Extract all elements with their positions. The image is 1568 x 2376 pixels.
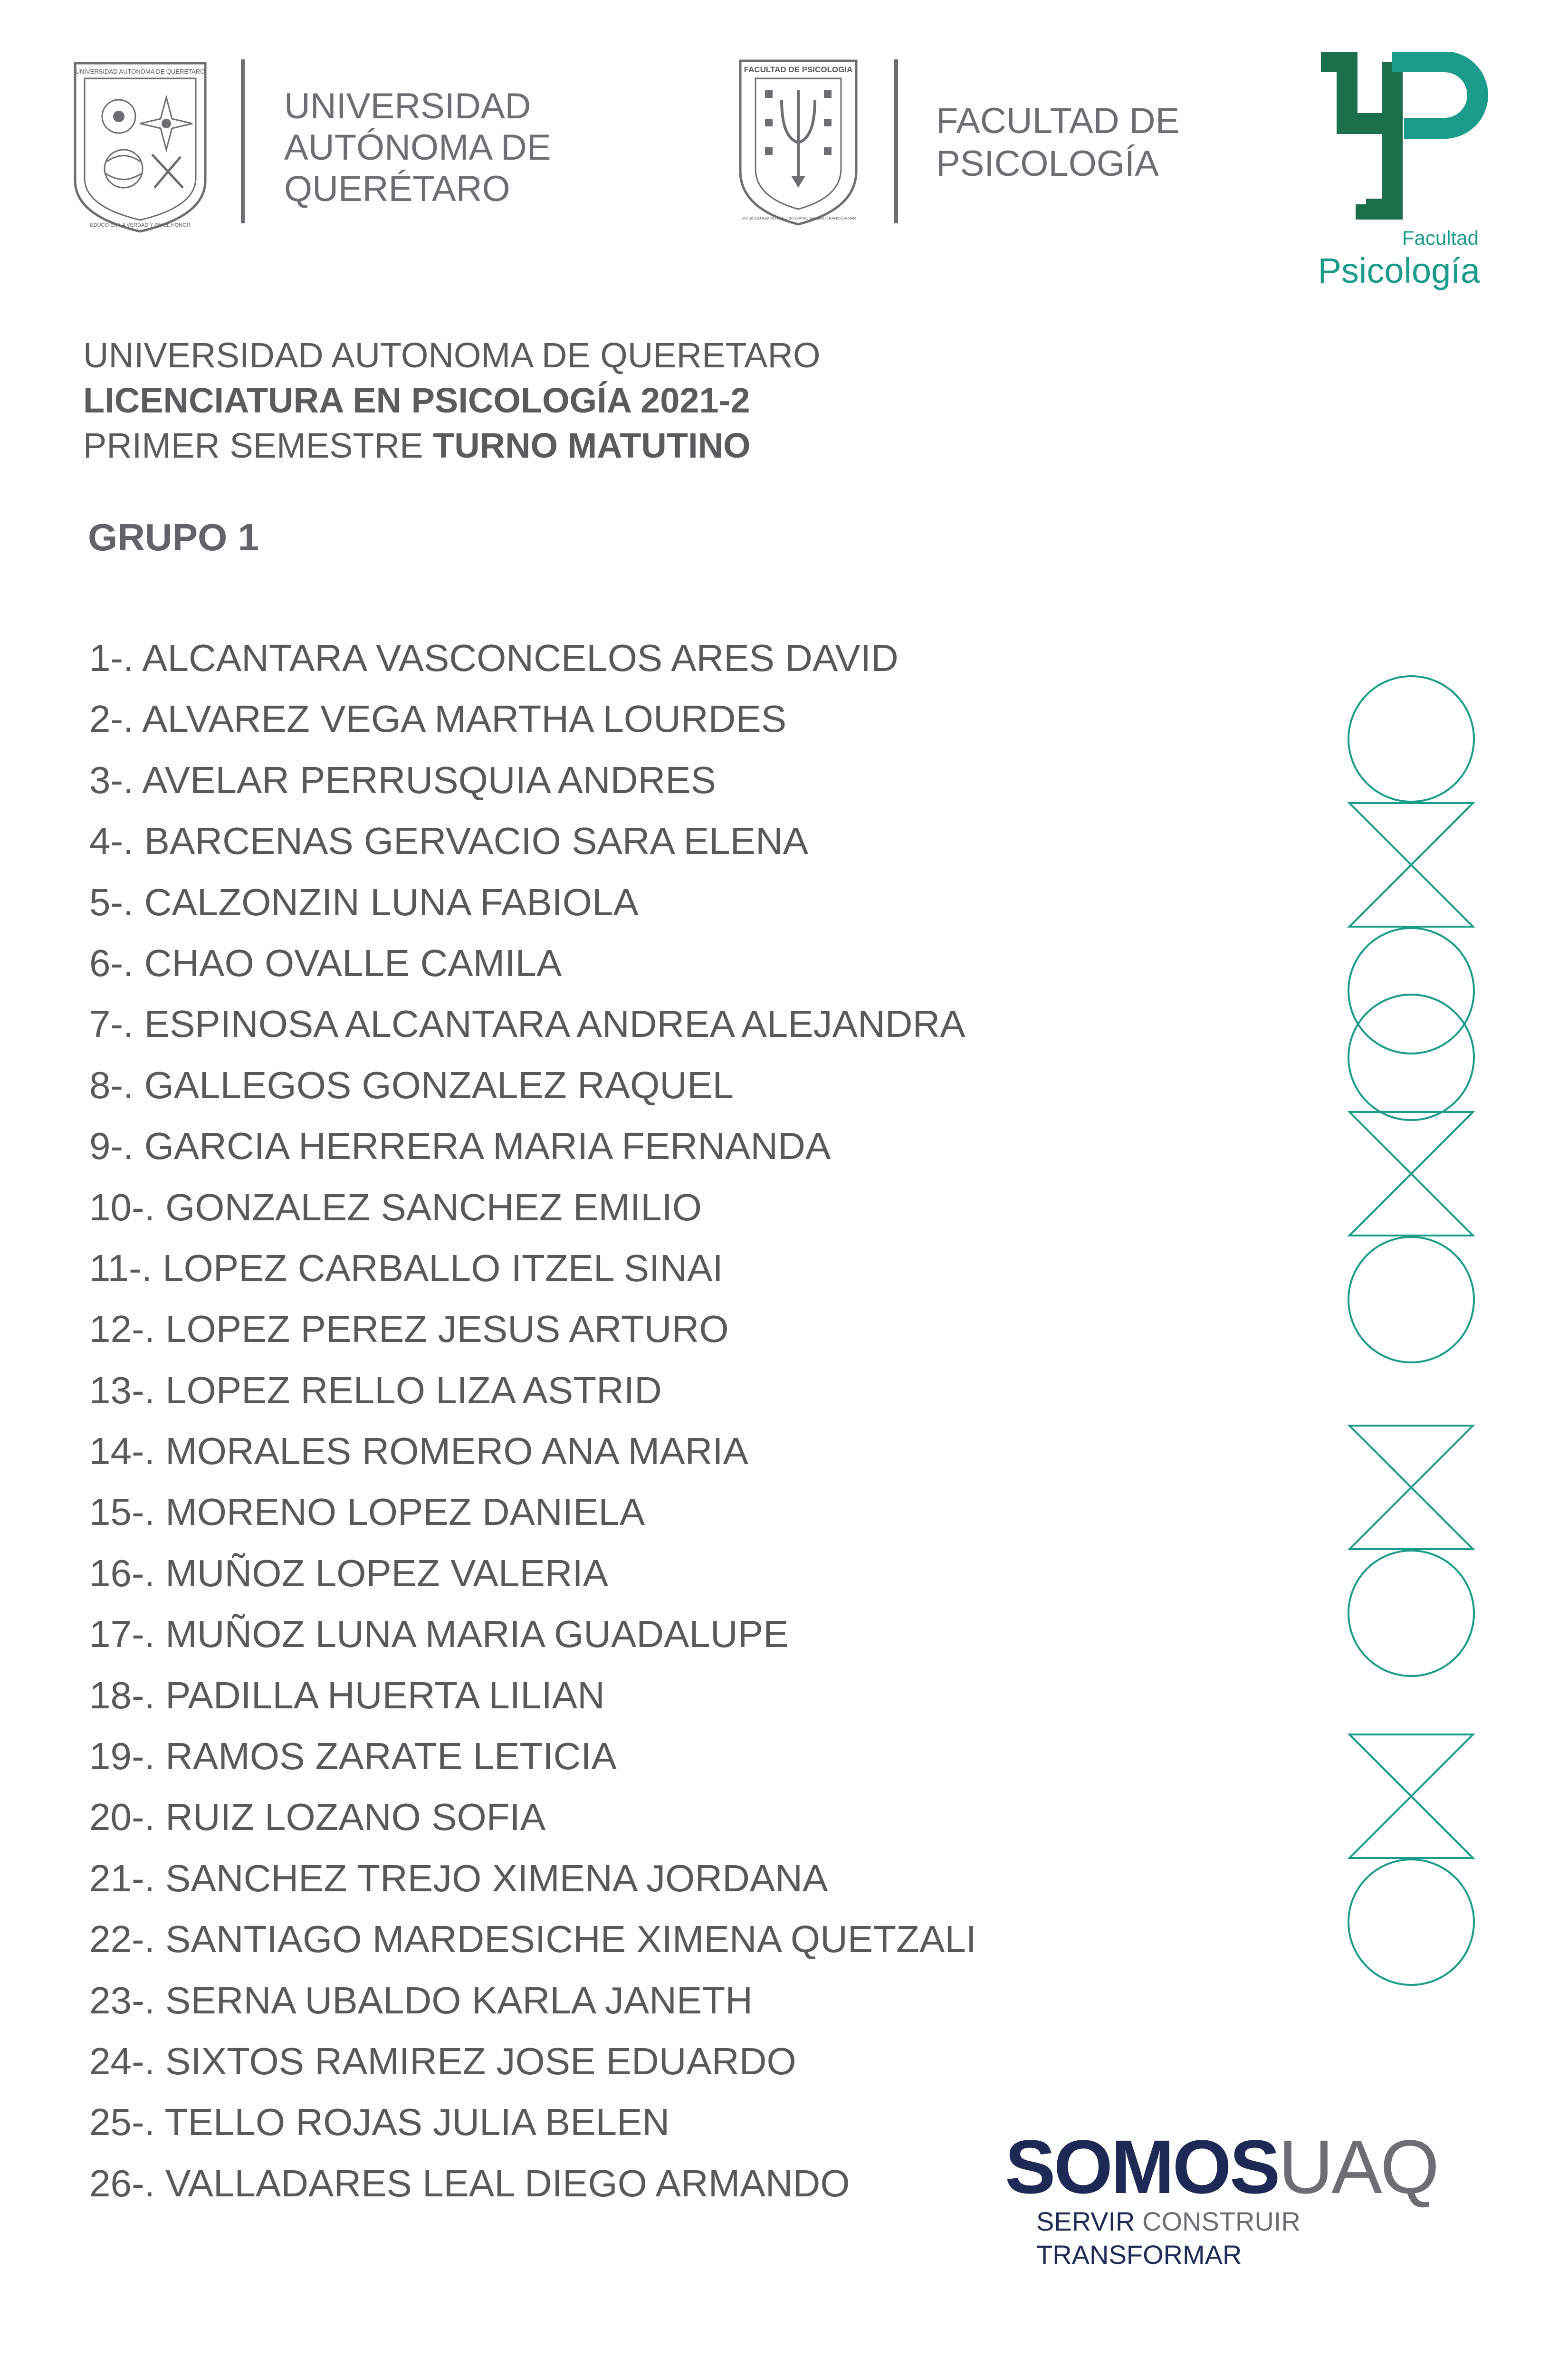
faculty-name-line: FACULTAD DE [936, 101, 1180, 141]
student-row: 16-. MUÑOZ LOPEZ VALERIA [89, 1552, 609, 1594]
student-row: 8-. GALLEGOS GONZALEZ RAQUEL [89, 1063, 734, 1106]
brand-bold-word: SOMOS [1005, 2124, 1279, 2209]
student-row: 4-. BARCENAS GERVACIO SARA ELENA [89, 820, 809, 862]
student-row: 7-. ESPINOSA ALCANTARA ANDREA ALEJANDRA [89, 1003, 966, 1045]
somos-uaq-logo [1005, 2124, 1480, 2271]
student-row: 20-. RUIZ LOZANO SOFIA [89, 1796, 546, 1839]
seal-ring-text: UNIVERSIDAD AUTONOMA DE QUERETARO [75, 68, 205, 75]
student-row: 6-. CHAO OVALLE CAMILA [89, 941, 562, 984]
university-name-line: UNIVERSIDAD [284, 86, 531, 126]
student-row: 18-. PADILLA HUERTA LILIAN [89, 1674, 605, 1716]
student-row: 26-. VALLADARES LEAL DIEGO ARMANDO [89, 2162, 850, 2204]
logo-small-label: Facultad [1402, 227, 1479, 249]
document-title [83, 333, 821, 468]
student-list [89, 634, 976, 2221]
somos-brand [1005, 2124, 1480, 2209]
logo-large-label: Psicología [1318, 251, 1480, 290]
faculty-name-line: PSICOLOGÍA [936, 144, 1159, 184]
student-row: 1-. ALCANTARA VASCONCELOS ARES DAVID [89, 637, 899, 679]
title-university: UNIVERSIDAD AUTONOMA DE QUERETARO [83, 335, 821, 375]
header-divider [894, 59, 898, 223]
brand-light-word: UAQ [1278, 2124, 1438, 2209]
uaq-seal-logo [71, 59, 209, 235]
faculty-seal-logo [736, 57, 860, 228]
title-semester-shift [83, 423, 821, 468]
faculty-name [936, 100, 1179, 185]
tagline-word: TRANSFORMAR [1036, 2240, 1242, 2270]
student-row: 15-. MORENO LOPEZ DANIELA [89, 1491, 645, 1533]
student-row: 25-. TELLO ROJAS JULIA BELEN [89, 2101, 670, 2144]
student-row: 19-. RAMOS ZARATE LETICIA [89, 1735, 617, 1778]
student-row: 13-. LOPEZ RELLO LIZA ASTRID [89, 1369, 662, 1411]
title-shift: TURNO MATUTINO [433, 426, 751, 465]
student-row: 11-. LOPEZ CARBALLO ITZEL SINAI [89, 1246, 723, 1289]
student-row: 3-. AVELAR PERRUSQUIA ANDRES [89, 758, 716, 801]
university-name-line: AUTÓNOMA DE [284, 127, 551, 168]
tagline-word: SERVIR [1036, 2206, 1135, 2236]
header-divider [241, 59, 245, 223]
psicologia-logo [1311, 52, 1492, 295]
title-semester: PRIMER SEMESTRE [83, 426, 423, 465]
group-title: GRUPO 1 [88, 516, 259, 558]
student-row: 17-. MUÑOZ LUNA MARIA GUADALUPE [89, 1613, 789, 1656]
seal-motto: LA PSICOLOGIA NO SOLO INTERPRETAR SINO TRANSFORMAR [740, 216, 856, 220]
brand-tagline [1036, 2205, 1480, 2271]
university-name-line: QUERÉTARO [284, 169, 510, 209]
student-row: 14-. MORALES ROMERO ANA MARIA [89, 1430, 748, 1473]
student-row: 2-. ALVAREZ VEGA MARTHA LOURDES [89, 698, 787, 740]
student-row: 10-. GONZALEZ SANCHEZ EMILIO [89, 1186, 702, 1228]
student-row: 24-. SIXTOS RAMIREZ JOSE EDUARDO [89, 2040, 796, 2082]
university-name [284, 86, 551, 210]
student-row: 22-. SANTIAGO MARDESICHE XIMENA QUETZALI [89, 1918, 977, 1961]
student-row: 21-. SANCHEZ TREJO XIMENA JORDANA [89, 1857, 828, 1899]
tagline-word: CONSTRUIR [1142, 2206, 1300, 2236]
student-row: 23-. SERNA UBALDO KARLA JANETH [89, 1979, 753, 2022]
decorative-pattern [1340, 665, 1482, 1996]
student-row: 5-. CALZONZIN LUNA FABIOLA [89, 881, 639, 923]
student-row: 12-. LOPEZ PEREZ JESUS ARTURO [89, 1308, 729, 1351]
seal-ring-text: FACULTAD DE PSICOLOGIA [744, 65, 853, 74]
seal-motto: EDUCO EN LA VERDAD Y EN EL HONOR [90, 222, 191, 228]
student-row: 9-. GARCIA HERRERA MARIA FERNANDA [89, 1125, 831, 1168]
title-program: LICENCIATURA EN PSICOLOGÍA 2021-2 [83, 381, 750, 420]
